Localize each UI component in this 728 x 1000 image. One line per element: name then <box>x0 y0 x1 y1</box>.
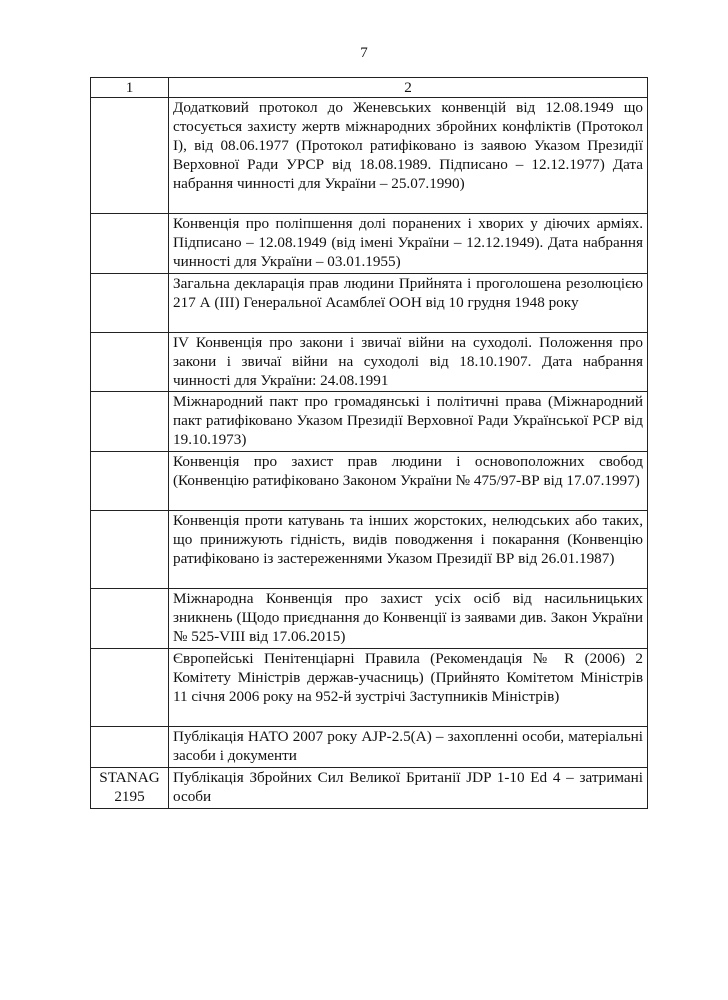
row-text: Конвенція про поліпшення долі поранених і хворих у діючих арміях. Підписано – 12.08.1949 (від імені України – 12.12.1949). Дата набрання чинності для України – 03.01.1955) <box>169 214 648 274</box>
page-number: 7 <box>360 45 368 61</box>
table-row <box>91 273 648 332</box>
row-text: Публікація Збройних Сил Великої Британії JDP 1-10 Ed 4 – затримані особи <box>169 767 648 808</box>
table-row <box>91 214 648 274</box>
row-code <box>91 332 169 392</box>
row-text: Публікація НАТО 2007 року AJP-2.5(A) – захопленні особи, матеріальні засоби і документи <box>169 726 648 767</box>
row-text: Конвенція про захист прав людини і основоположних свобод (Конвенцію ратифіковано Законом України № 475/97-ВР від 17.07.1997) <box>169 452 648 511</box>
table-row <box>91 648 648 726</box>
row-code <box>91 214 169 274</box>
row-code <box>91 726 169 767</box>
table-row <box>91 392 648 452</box>
table-row <box>91 511 648 589</box>
table-row <box>91 767 648 808</box>
row-code <box>91 511 169 589</box>
column-header-2: 2 <box>169 78 648 98</box>
table-row <box>91 452 648 511</box>
row-code <box>91 392 169 452</box>
table-row <box>91 332 648 392</box>
column-header-1: 1 <box>91 78 169 98</box>
row-text: IV Конвенція про закони і звичаї війни на суходолі. Положення про закони і звичаї війни на суходолі від 18.10.1907. Дата набрання чинності для України: 24.08.1991 <box>169 332 648 392</box>
row-text: Конвенція проти катувань та інших жорстоких, нелюдських або таких, що принижують гідність, видів поводження і покарання (Конвенцію ратифіковано із застереженнями Указом Президії ВР від 26.01.1987) <box>169 511 648 589</box>
row-text: Міжнародний пакт про громадянські і політичні права (Міжнародний пакт ратифіковано Указом Президії Верховної Ради Української РСР від 19.10.1973) <box>169 392 648 452</box>
row-code: STANAG 2195 <box>91 767 169 808</box>
row-text: Загальна декларація прав людини Прийнята і проголошена резолюцією 217 А (ІІІ) Генеральної Асамблеї ООН від 10 грудня 1948 року <box>169 273 648 332</box>
table-row <box>91 589 648 649</box>
row-code <box>91 648 169 726</box>
row-code <box>91 452 169 511</box>
row-text: Європейські Пенітенціарні Правила (Рекомендація № R (2006) 2 Комітету Міністрів держав-учасниць) (Прийнято Комітетом Міністрів 11 січня 2006 року на 952-й зустрічі Заступників Міністрів) <box>169 648 648 726</box>
row-code <box>91 589 169 649</box>
documents-table <box>90 77 648 809</box>
row-text: Додатковий протокол до Женевських конвенцій від 12.08.1949 що стосується захисту жертв міжнародних збройних конфліктів (Протокол І), від 08.06.1977 (Протокол ратифіковано із заявою Указом Президії Верховної Ради УРСР від 18.08.1989. Підписано – 12.12.1977) Дата набрання чинності для України – 25.07.1990) <box>169 98 648 214</box>
row-text: Міжнародна Конвенція про захист усіх осіб від насильницьких зникнень (Щодо приєднання до Конвенції із заявами див. Закон України № 525-VIII від 17.06.2015) <box>169 589 648 649</box>
table-header-row <box>91 78 648 98</box>
row-code <box>91 98 169 214</box>
table-row <box>91 98 648 214</box>
table-row <box>91 726 648 767</box>
row-code <box>91 273 169 332</box>
